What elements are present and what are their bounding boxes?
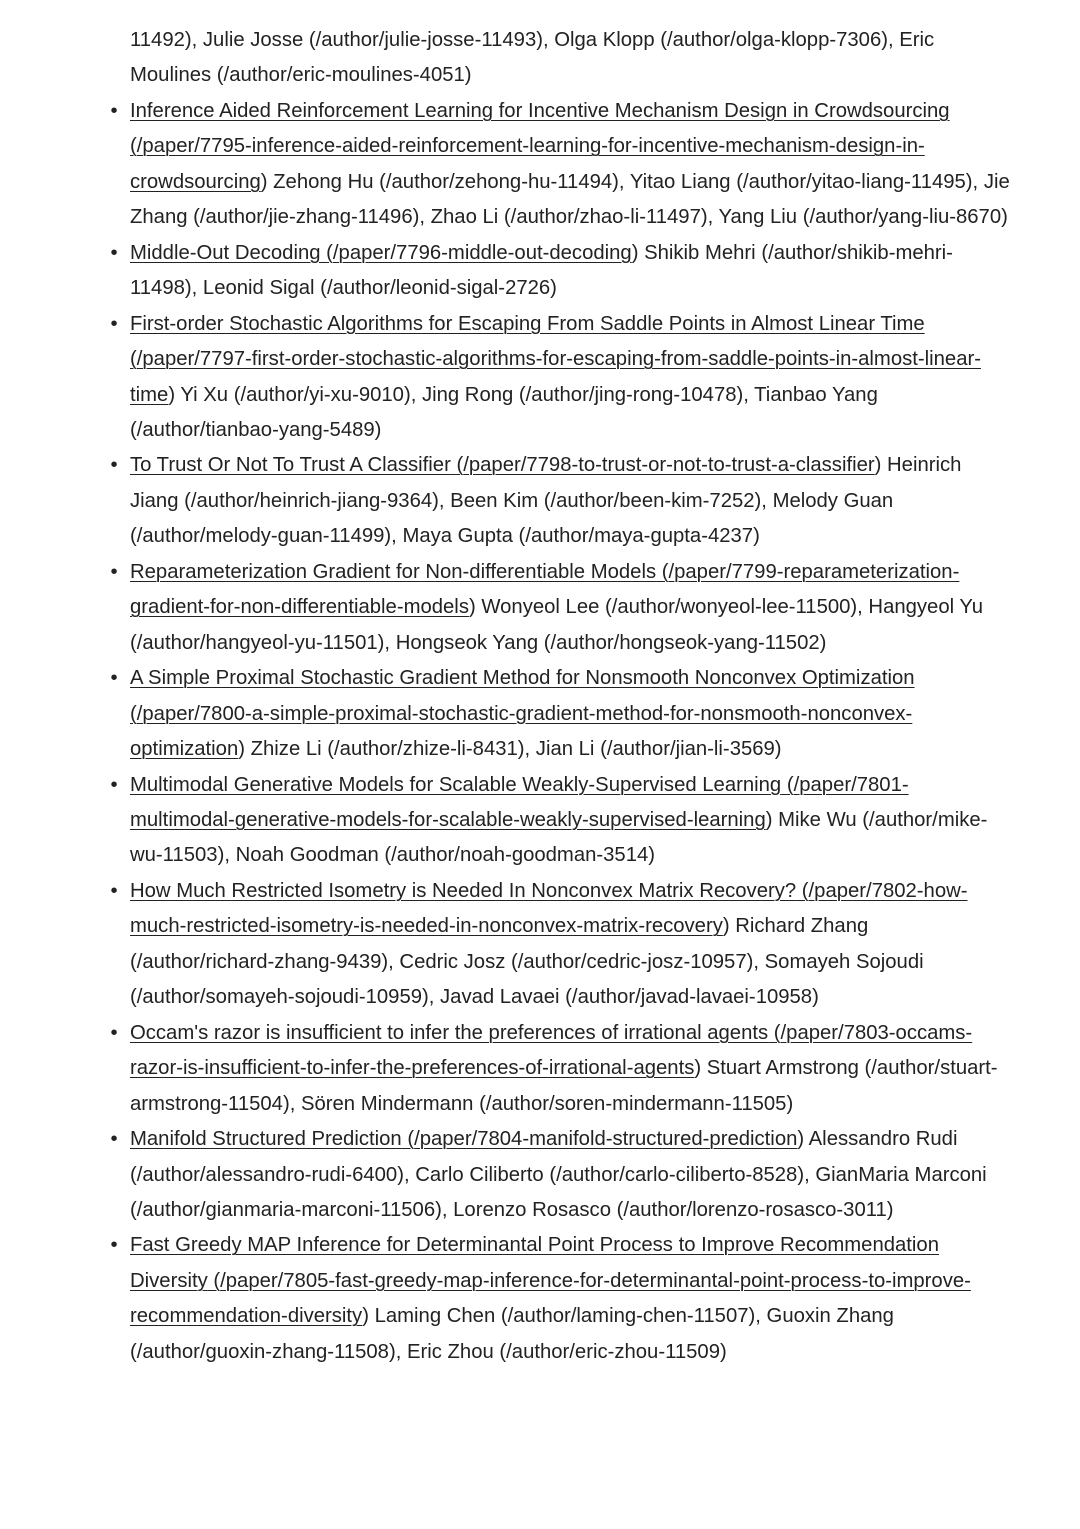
paper-url: ( /paper/7796-middle-out-decoding xyxy=(321,242,632,264)
paper-title: Occam's razor is insufficient to infer the preferences of irrational agents xyxy=(130,1021,769,1044)
paper-list-item xyxy=(110,448,1010,554)
paper-authors: ) Alessandro Rudi (/author/alessandro-rudi-6400), Carlo Ciliberto (/author/carlo-ciliberto-8528), GianMaria Marconi (/author/gianmaria-marconi-11506), Lorenzo Rosasco (/author/lorenzo-rosasco-3011) xyxy=(130,1128,987,1221)
paper-title: Middle-Out Decoding xyxy=(130,241,321,264)
paper-title-link[interactable] xyxy=(130,242,632,264)
paper-title: Multimodal Generative Models for Scalable Weakly-Supervised Learning xyxy=(130,773,782,796)
previous-item-authors-continuation: 11492), Julie Josse (/author/julie-josse-11493), Olga Klopp (/author/olga-klopp-7306), Eric Moulines (/author/eric-moulines-4051) xyxy=(130,29,935,87)
paper-url: ( /paper/7803-occams-razor-is-insufficient-to-infer-the-preferences-of-irrational-agents xyxy=(130,1022,972,1079)
paper-title: How Much Restricted Isometry is Needed In Nonconvex Matrix Recovery? xyxy=(130,879,797,902)
paper-authors: ) Richard Zhang (/author/richard-zhang-9439), Cedric Josz (/author/cedric-josz-10957), Somayeh Sojoudi (/author/somayeh-sojoudi-10959), Javad Lavaei (/author/javad-lavaei-10958) xyxy=(130,915,924,1008)
paper-list-item xyxy=(110,768,1010,874)
paper-url: ( /paper/7798-to-trust-or-not-to-trust-a-classifier xyxy=(451,454,875,476)
paper-authors: ) Shikib Mehri (/author/shikib-mehri-11498), Leonid Sigal (/author/leonid-sigal-2726) xyxy=(130,242,953,299)
paper-list-item xyxy=(110,307,1010,449)
paper-authors: ) Zehong Hu (/author/zehong-hu-11494), Yitao Liang (/author/yitao-liang-11495), Jie Zhang (/author/jie-zhang-11496), Zhao Li (/author/zhao-li-11497), Yang Liu (/author/yang-liu-8670) xyxy=(130,171,1010,228)
paper-title: Inference Aided Reinforcement Learning for Incentive Mechanism Design in Crowdsourcing xyxy=(130,99,950,122)
paper-url: ( /paper/7795-inference-aided-reinforcement-learning-for-incentive-mechanism-design-in-crowdsourcing xyxy=(130,135,925,192)
paper-list-item xyxy=(110,1016,1010,1122)
paper-list-item xyxy=(110,661,1010,767)
bullet-icon: • xyxy=(110,1021,118,1044)
paper-title-link[interactable] xyxy=(130,454,875,476)
bullet-icon: • xyxy=(110,879,118,902)
paper-authors: ) Heinrich Jiang (/author/heinrich-jiang-9364), Been Kim (/author/been-kim-7252), Melody Guan (/author/melody-guan-11499), Maya Gupta (/author/maya-gupta-4237) xyxy=(130,454,961,547)
paper-title: Manifold Structured Prediction xyxy=(130,1128,402,1151)
paper-title: A Simple Proximal Stochastic Gradient Method for Nonsmooth Nonconvex Optimization xyxy=(130,667,915,690)
paper-url: ( /paper/7802-how-much-restricted-isometry-is-needed-in-nonconvex-matrix-recovery xyxy=(130,880,968,937)
paper-authors: ) Laming Chen (/author/laming-chen-11507), Guoxin Zhang (/author/guoxin-zhang-11508), Eric Zhou (/author/eric-zhou-11509) xyxy=(130,1305,894,1362)
paper-url: ( /paper/7804-manifold-structured-prediction xyxy=(402,1128,798,1150)
paper-url: ( /paper/7797-first-order-stochastic-algorithms-for-escaping-from-saddle-points-in-almost-linear-time xyxy=(130,348,981,405)
paper-title: Reparameterization Gradient for Non-differentiable Models xyxy=(130,560,657,583)
bullet-icon: • xyxy=(110,1128,118,1151)
paper-list-item xyxy=(110,555,1010,661)
paper-url: ( /paper/7799-reparameterization-gradient-for-non-differentiable-models xyxy=(130,561,959,618)
paper-list xyxy=(110,94,1010,1370)
paper-url: ( /paper/7801-multimodal-generative-models-for-scalable-weakly-supervised-learning xyxy=(130,774,909,831)
paper-title: First-order Stochastic Algorithms for Escaping From Saddle Points in Almost Linear Time xyxy=(130,312,925,335)
paper-list-item xyxy=(110,874,1010,1016)
paper-authors: ) Stuart Armstrong (/author/stuart-armstrong-11504), Sören Mindermann (/author/soren-mindermann-11505) xyxy=(130,1057,998,1114)
paper-title: Fast Greedy MAP Inference for Determinantal Point Process to Improve Recommendation Diversity xyxy=(130,1234,939,1292)
bullet-icon: • xyxy=(110,1234,118,1257)
paper-list-item xyxy=(110,94,1010,236)
bullet-icon: • xyxy=(110,667,118,690)
paper-authors: ) Yi Xu (/author/yi-xu-9010), Jing Rong (/author/jing-rong-10478), Tianbao Yang (/author/tianbao-yang-5489) xyxy=(130,384,878,441)
paper-list-item xyxy=(110,1122,1010,1228)
bullet-icon: • xyxy=(110,241,118,264)
paper-list-item xyxy=(110,236,1010,307)
paper-list-item xyxy=(110,1228,1010,1370)
bullet-icon: • xyxy=(110,312,118,335)
bullet-icon: • xyxy=(110,560,118,583)
paper-url: ( /paper/7800-a-simple-proximal-stochastic-gradient-method-for-nonsmooth-nonconvex-optimization xyxy=(130,703,912,760)
paper-authors: ) Zhize Li (/author/zhize-li-8431), Jian Li (/author/jian-li-3569) xyxy=(238,738,781,760)
bullet-icon: • xyxy=(110,454,118,477)
paper-title: To Trust Or Not To Trust A Classifier xyxy=(130,454,451,477)
paper-url: ( /paper/7805-fast-greedy-map-inference-for-determinantal-point-process-to-improve-recommendation-diversity xyxy=(130,1270,971,1327)
paper-authors: ) Mike Wu (/author/mike-wu-11503), Noah Goodman (/author/noah-goodman-3514) xyxy=(130,809,987,866)
bullet-icon: • xyxy=(110,773,118,796)
paper-title-link[interactable] xyxy=(130,1128,797,1150)
paper-authors: ) Wonyeol Lee (/author/wonyeol-lee-11500), Hangyeol Yu (/author/hangyeol-yu-11501), Hongseok Yang (/author/hongseok-yang-11502) xyxy=(130,596,983,653)
bullet-icon: • xyxy=(110,99,118,122)
